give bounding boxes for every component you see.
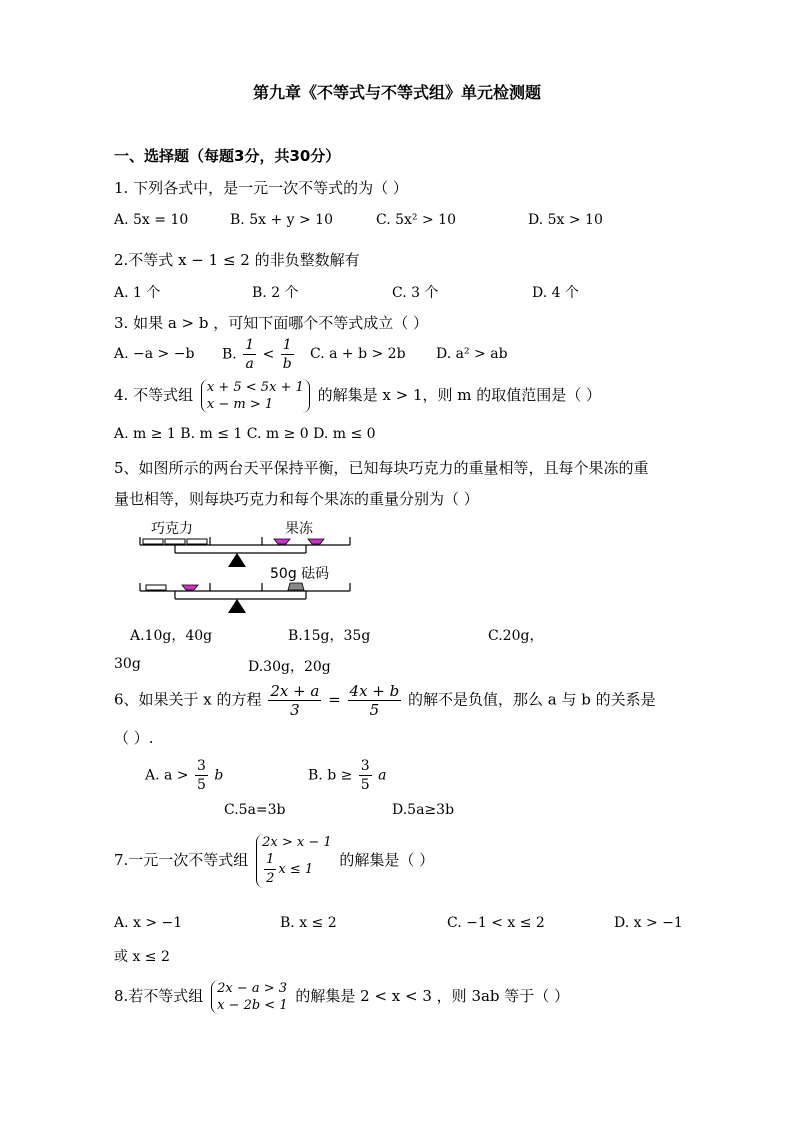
question-1-option-c: C. 5x² > 10 (376, 212, 456, 228)
fraction: $\frac{2x + a}{3}$ (270, 682, 320, 719)
label-jelly: 果冻 (285, 521, 313, 537)
question-2-option-a: A. 1 个 (114, 285, 161, 301)
question-3-option-a: A. −a > −b (114, 346, 195, 362)
question-7-stem: 7.一元一次不等式组 2x > x − 1 $\frac{1}{2}$ x ≤ 1 的解集是（ ） (114, 835, 435, 886)
question-6-option-d: D.5a≥3b (392, 802, 455, 818)
question-3-option-d: D. a² > ab (436, 346, 508, 362)
question-2-stem: 2.不等式 x − 1 ≤ 2 的非负整数解有 (114, 251, 360, 269)
chocolate-block (146, 585, 166, 590)
question-7-option-d: D. x > −1 (614, 915, 683, 931)
page-title: 第九章《不等式与不等式组》单元检测题 (252, 83, 541, 102)
question-2-option-c: C. 3 个 (392, 285, 439, 301)
balance-bottom (140, 583, 350, 613)
question-4-options: A. m ≥ 1 B. m ≤ 1 C. m ≥ 0 D. m ≤ 0 (114, 426, 376, 442)
question-6-stem: 6、如果关于 x 的方程 $\frac{2x + a}{3}$ = $\frac{4x + b}{5}$ 的解不是负值，那么 a 与 b 的关系是 (114, 682, 656, 719)
fraction: $\frac{1}{a}$ (245, 337, 255, 372)
question-6-blank: （ ）. (114, 729, 154, 747)
question-2-option-b: B. 2 个 (252, 285, 299, 301)
chocolate-block (165, 539, 185, 544)
question-7-option-d-cont: 或 x ≤ 2 (114, 949, 170, 965)
question-2-option-d: D. 4 个 (532, 285, 579, 301)
question-6-option-a: A. a > $\frac{3}{5}$ b (145, 758, 224, 793)
inequality-system: 2x − a > 3 x − 2b < 1 (211, 980, 288, 1014)
question-7-option-a: A. x > −1 (114, 915, 183, 931)
fraction: $\frac{1}{b}$ (282, 337, 292, 372)
inequality-system: 2x > x − 1 $\frac{1}{2}$ x ≤ 1 (256, 834, 332, 888)
chocolate-block (187, 539, 207, 544)
question-5-option-c-cont: 30g (114, 656, 141, 672)
question-5-option-d: D.30g，20g (248, 659, 331, 675)
question-5-option-b: B.15g，35g (288, 628, 371, 644)
question-3-stem: 3. 如果 a > b ，可知下面哪个不等式成立（ ） (114, 314, 429, 332)
question-3-option-b: B. $\frac{1}{a}$ < $\frac{1}{b}$ (222, 337, 292, 372)
question-1-option-b: B. 5x + y > 10 (230, 212, 333, 228)
question-5-stem-line2: 量也相等，则每块巧克力和每个果冻的重量分别为（ ） (114, 490, 479, 508)
jelly (308, 539, 324, 544)
question-3-option-b-label: B. (222, 346, 237, 363)
question-5-option-c: C.20g， (488, 628, 544, 644)
question-7-option-b: B. x ≤ 2 (280, 915, 337, 931)
section-heading: 一、选择题（每题3分，共30分） (114, 147, 341, 165)
inequality-system: x + 5 < 5x + 1 x − m > 1 (201, 379, 310, 413)
jelly (274, 539, 290, 544)
fulcrum (228, 599, 246, 613)
question-3-option-c: C. a + b > 2b (310, 346, 406, 362)
question-8-stem: 8.若不等式组 2x − a > 3 x − 2b < 1 的解集是 2 < x < 3 ，则 3ab 等于（ ） (114, 981, 570, 1013)
question-1-stem: 1. 下列各式中，是一元一次不等式的为（ ） (114, 179, 408, 197)
weight-block (288, 583, 304, 590)
fraction: $\frac{1}{2}$ (266, 852, 275, 886)
question-6-option-c: C.5a=3b (224, 802, 286, 818)
question-5-option-a: A.10g，40g (130, 628, 213, 644)
question-4-stem: 4. 不等式组 x + 5 < 5x + 1 x − m > 1 的解集是 x > 1，则 m 的取值范围是（ ） (114, 380, 602, 412)
fulcrum (228, 553, 246, 567)
fraction: $\frac{3}{5}$ (197, 758, 206, 793)
label-chocolate: 巧克力 (151, 521, 193, 537)
question-6-option-b: B. b ≥ $\frac{3}{5}$ a (308, 758, 387, 793)
jelly (182, 585, 198, 590)
fraction: $\frac{3}{5}$ (360, 758, 370, 793)
question-7-option-c: C. −1 < x ≤ 2 (447, 915, 545, 931)
label-weight: 50g 砝码 (270, 566, 330, 582)
question-1-option-a: A. 5x = 10 (114, 212, 189, 228)
question-1-option-d: D. 5x > 10 (528, 212, 603, 228)
question-5-stem-line1: 5、如图所示的两台天平保持平衡，已知每块巧克力的重量相等，且每个果冻的重 (114, 459, 649, 477)
chocolate-block (143, 539, 163, 544)
fraction: $\frac{4x + b}{5}$ (349, 682, 400, 719)
